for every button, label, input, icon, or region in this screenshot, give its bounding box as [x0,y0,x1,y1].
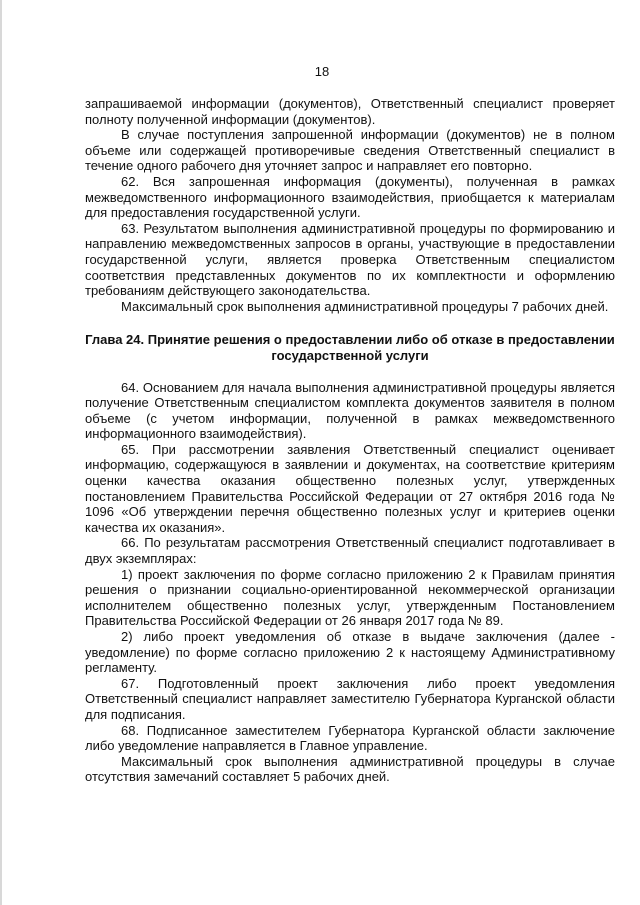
paragraph-62: 62. Вся запрошенная информация (документы), полученная в рамках межведомственного информационного взаимодействия, приобщается к материалам для предоставления государственной услуги. [85,173,615,221]
paragraph-63: 63. Результатом выполнения административной процедуры по формированию и направлению межведомственных запросов в органы, участвующие в предоставлении государственной услуги, является проверка Ответственным специалистом соответствия представленных документов по их комплектности и оформлению требованиям действующего законодательства. [85,220,615,299]
paragraph-66-item-2: 2) либо проект уведомления об отказе в выдаче заключения (далее - уведомление) по форме согласно приложению 2 к настоящему Административному регламенту. [85,629,615,676]
paragraph-65: 65. При рассмотрении заявления Ответственный специалист оценивает информацию, содержащуюся в заявлении и документах, на соответствие критериям оценки качества оказания общественно полезных услуг, утвержденных постановлением Правительства Российской Федерации от 27 октября 2016 года № 1096 «Об утверждении перечня общественно полезных услуг и критериев оценки качества их оказания». [85,441,615,535]
page-number: 18 [314,64,330,79]
paragraph: В случае поступления запрошенной информации (документов) не в полном объеме или содержащей противоречивые сведения Ответственный специалист в течение одного рабочего дня уточняет запрос и направляет его повторно. [85,127,615,174]
paragraph-continuation: запрашиваемой информации (документов), Ответственный специалист проверяет полноту полученной информации (документов). [85,96,615,127]
paragraph-64: 64. Основанием для начала выполнения административной процедуры является получение Ответственным специалистом комплекта документов заявителя в полном объеме (с учетом информации, полученной в рамках межведомственного информационного взаимодействия). [85,379,615,442]
paragraph-68: 68. Подписанное заместителем Губернатора Курганской области заключение либо уведомление направляется в Главное управление. [85,722,615,754]
paragraph-67: 67. Подготовленный проект заключения либо проект уведомления Ответственный специалист направляет заместителю Губернатора Курганской области для подписания. [85,675,615,722]
paragraph-deadline-7-days: Максимальный срок выполнения административной процедуры 7 рабочих дней. [121,298,609,314]
document-body [85,96,615,785]
paragraph-66: 66. По результатам рассмотрения Ответственный специалист подготавливает в двух экземплярах: [85,535,615,567]
chapter-title: Глава 24. Принятие решения о предоставлении либо об отказе в предоставлении государственной услуги [85,332,615,363]
paragraph-deadline-5-days: Максимальный срок выполнения административной процедуры в случае отсутствия замечаний составляет 5 рабочих дней. [85,753,615,785]
paragraph-66-item-1: 1) проект заключения по форме согласно приложению 2 к Правилам принятия решения о признании социально-ориентированной некоммерческой организации исполнителем общественно полезных услуг, утвержденным Постановлением Правительства Российской Федерации от 26 января 2017 года № 89. [85,566,615,629]
